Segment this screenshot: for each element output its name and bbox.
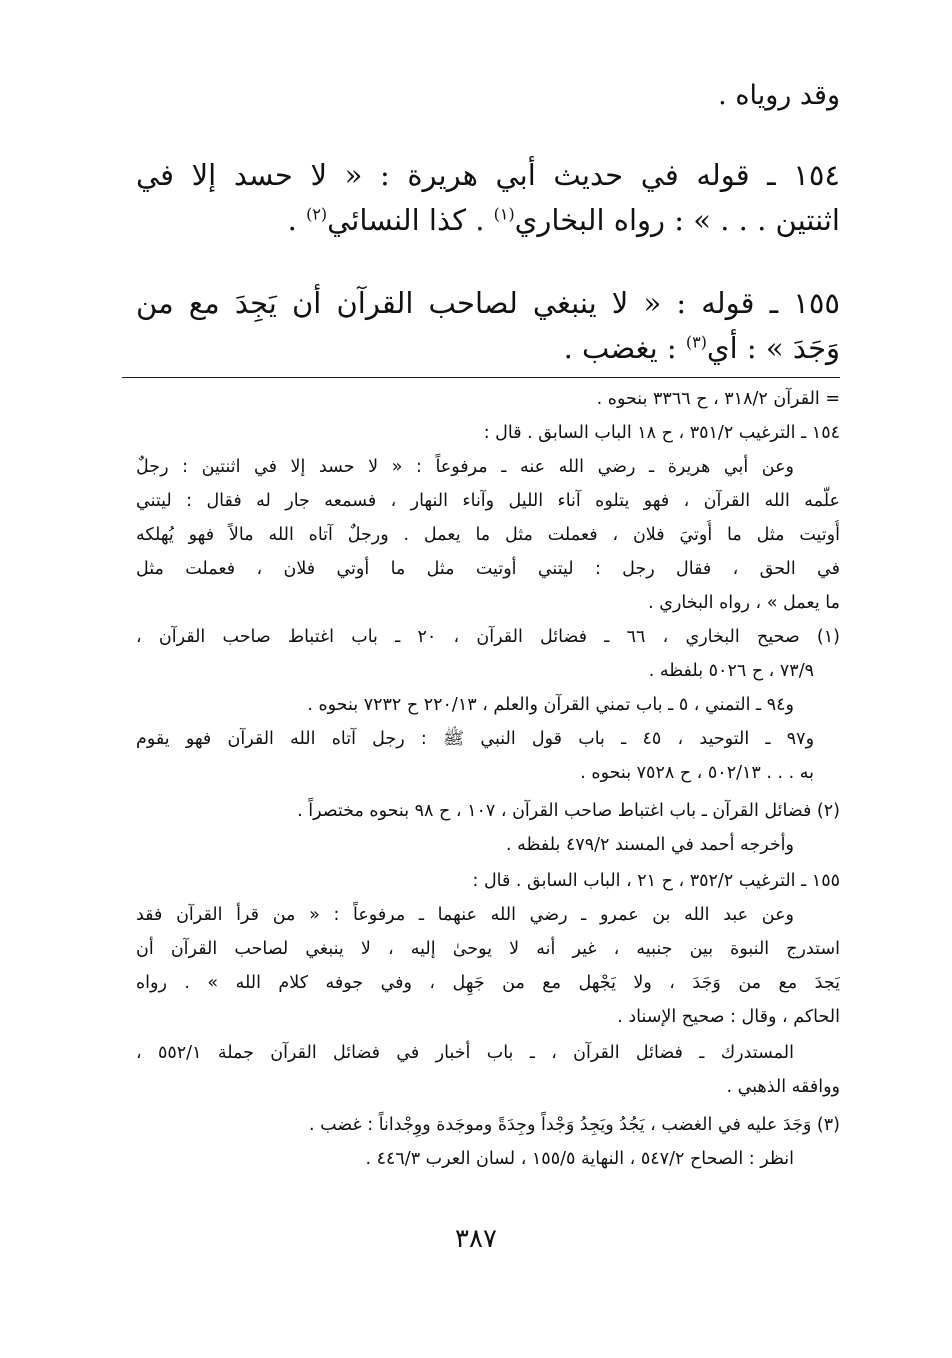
footnote-3-continued: انظر : الصحاح ٥٤٧/٢ ، النهاية ١٥٥/٥ ، لسان العرب ٤٤٦/٣ .	[365, 1149, 794, 1169]
footnote-154-hadith-line: وعن أبي هريرة ـ رضي الله عنه ـ مرفوعاً : « لا حسد إلا في اثنتين : رجلٌ	[136, 457, 794, 477]
footnote-155-mustadrak: المستدرك ـ فضائل القرآن ، ـ باب أخبار في فضائل القرآن جملة ٥٥٢/١ ،	[136, 1043, 794, 1063]
footnote-154-hadith-line: علّمه الله القرآن ، فهو يتلوه آناء الليل وآناء النهار ، فسمعه جار له فقال : ليتني	[136, 491, 840, 511]
footnote-1-continued: و٩٧ ـ التوحيد ، ٤٥ ـ باب قول النبي ﷺ : رجل آتاه الله القرآن فهو يقوم	[136, 729, 814, 749]
footnote-1-continued: ٧٣/٩ ، ح ٥٠٢٦ بلفظه .	[648, 661, 814, 681]
footnote-ref-3[interactable]: (٣)	[685, 332, 707, 352]
entry-155-text-b: : يغضب .	[563, 331, 686, 365]
footnote-ref-1[interactable]: (١)	[493, 204, 515, 224]
footnote-155-mustadrak: ووافقه الذهبي .	[726, 1077, 840, 1097]
footnote-154-hadith-line: ما يعمل » ، رواه البخاري .	[648, 593, 840, 613]
entry-155-line-2	[136, 325, 840, 371]
entry-154-line-2	[136, 197, 840, 243]
intro-text: وقد روياه .	[718, 80, 840, 111]
footnote-155-hadith-line: استدرج النبوة بين جنبيه ، غير أنه لا يوحىٰ إليه ، لا ينبغي لصاحب القرآن أن	[136, 939, 840, 959]
footnote-154-source: ١٥٤ ـ الترغيب ٣٥١/٢ ، ح ١٨ الباب السابق . قال :	[483, 423, 840, 443]
footnote-154-hadith-line: في الحق ، فقال رجل : ليتني أوتيت مثل ما أوتي فلان ، فعملت مثل	[136, 559, 840, 579]
footnote-1-continued: به . . . ٥٠٢/١٣ ، ح ٧٥٢٨ بنحوه .	[580, 763, 814, 783]
footnote-1-continued: و٩٤ ـ التمني ، ٥ ـ باب تمني القرآن والعلم ، ٢٢٠/١٣ ح ٧٢٣٢ بنحوه .	[307, 695, 794, 715]
footnote-2-continued: وأخرجه أحمد في المسند ٤٧٩/٢ بلفظه .	[505, 835, 794, 855]
footnote-2: (٢) فضائل القرآن ـ باب اغتباط صاحب القرآن ، ١٠٧ ، ح ٩٨ بنحوه مختصراً .	[297, 801, 840, 821]
footnote-155-hadith-line: يَجدَ مع من وَجَدَ ، ولا يَجْهل مع من جَهِل ، وفي جوفه كلام الله » . رواه	[136, 973, 840, 993]
footnote-ref-2[interactable]: (٢)	[306, 204, 328, 224]
footnote-155-source: ١٥٥ ـ الترغيب ٣٥٢/٢ ، ح ٢١ ، الباب السابق . قال :	[472, 871, 840, 891]
entry-155-text-a: وَجَدَ » : أي	[706, 331, 840, 365]
footnote-continuation: = القرآن ٣١٨/٢ ، ح ٣٣٦٦ بنحوه .	[596, 389, 840, 409]
footnote-155-hadith-line: الحاكم ، وقال : صحيح الإسناد .	[617, 1007, 840, 1027]
entry-154-text-c: .	[287, 203, 307, 237]
footnote-155-hadith-line: وعن عبد الله بن عمرو ـ رضي الله عنهما ـ مرفوعاً : « من قرأ القرآن فقد	[136, 905, 794, 925]
footnote-1: (١) صحيح البخاري ، ٦٦ ـ فضائل القرآن ، ٢٠ ـ باب اغتباط صاحب القرآن ،	[136, 627, 840, 647]
page-number: ٣٨٧	[455, 1224, 497, 1254]
entry-154-text-a: اثنتين . . . » : رواه البخاري	[514, 203, 840, 237]
footnote-separator	[122, 377, 840, 378]
entry-154-line-1: ١٥٤ ـ قوله في حديث أبي هريرة : « لا حسد إلا في	[136, 158, 840, 192]
footnote-3: (٣) وَجَدَ عليه في الغضب ، يَجُدُ ويَجِدُ وَجْداً وجِدَةً وموجَدة ووِجْداناً : غضب .	[309, 1115, 840, 1135]
entry-154-text-b: . كذا النسائي	[327, 203, 494, 237]
footnote-154-hadith-line: أُوتيت مثل ما أُوتيَ فلان ، فعملت مثل ما يعمل . ورجلٌ آتاه الله مالاً فهو يُهلكه	[136, 525, 840, 545]
entry-155-line-1: ١٥٥ ـ قوله : « لا ينبغي لصاحب القرآن أن يَجِدَ مع من	[136, 286, 840, 320]
